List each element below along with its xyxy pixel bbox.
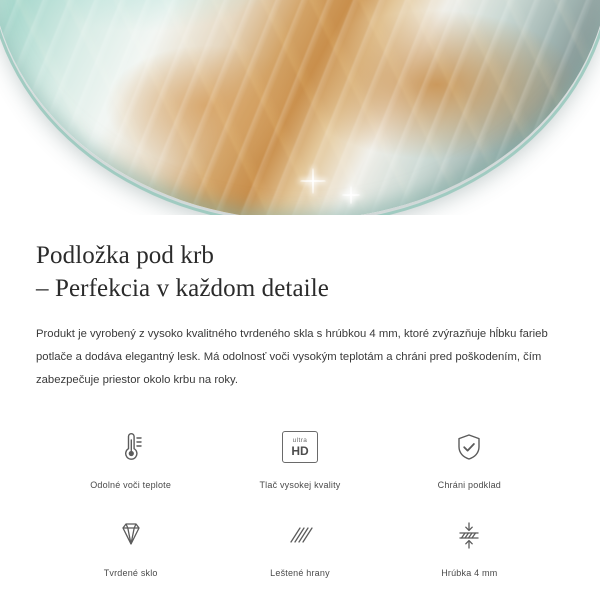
feature-label: Leštené hrany [270, 568, 330, 579]
thermometer-icon [108, 424, 154, 470]
feature-item-heat-resistance [46, 418, 215, 494]
hero-image-section [0, 0, 600, 215]
diamond-icon [108, 512, 154, 558]
feature-grid [36, 418, 564, 582]
feature-item-surface-protection [385, 418, 554, 494]
shield-check-icon [446, 424, 492, 470]
feature-item-tempered-glass [46, 506, 215, 582]
feature-label: Tlač vysokej kvality [259, 480, 341, 491]
feature-label: Hrúbka 4 mm [441, 568, 498, 579]
ultra-hd-badge-top: ultra [292, 436, 308, 444]
ultra-hd-badge-bottom: HD [291, 444, 309, 459]
feature-item-thickness [385, 506, 554, 582]
headline-line-1: Podložka pod krb [36, 242, 214, 269]
content-section [0, 239, 600, 582]
feature-item-print-quality [215, 418, 384, 494]
page-title [36, 239, 564, 305]
feature-label: Tvrdené sklo [103, 568, 158, 579]
marble-glass-disc-image [0, 0, 600, 215]
polished-edges-icon [277, 512, 323, 558]
thickness-arrows-icon [446, 512, 492, 558]
feature-label: Chráni podklad [437, 480, 501, 491]
feature-label: Odolné voči teplote [90, 480, 172, 491]
headline-line-2: – Perfekcia v každom detaile [36, 275, 329, 302]
description-paragraph: Produkt je vyrobený z vysoko kvalitného tvrdeného skla s hrúbkou 4 mm, ktoré zvýrazňuje hĺbku farieb potlače a dodáva elegantný lesk. Má odolnosť voči vysokým teplotám a chráni pred poškodením, čím zabezpečuje priestor okolo krbu na roky. [36, 328, 548, 387]
ultra-hd-icon [277, 424, 323, 470]
feature-item-polished-edges [215, 506, 384, 582]
